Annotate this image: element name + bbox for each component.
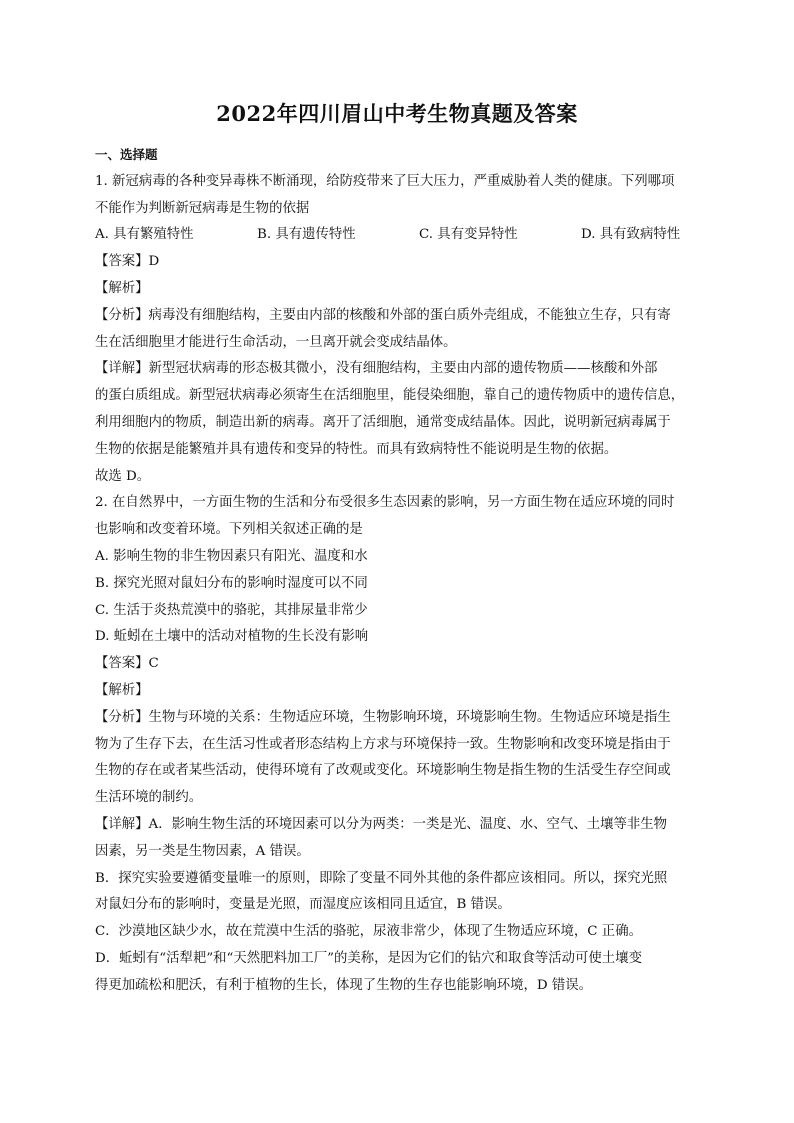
option-d: D. 具有致病特性 [581, 227, 681, 243]
detail-line: 的蛋白质组成。新型冠状病毒必须寄生在活细胞里，能侵染细胞，靠自己的遗传物质中的遗传信息， [95, 388, 685, 404]
option-b: B. 具有遗传特性 [257, 227, 356, 243]
detail-line: B．探究实验要遵循变量唯一的原则，即除了变量不同外其他的条件都应该相同。所以，探究光照 [95, 870, 668, 886]
answer-line: 【答案】C [95, 656, 159, 672]
document-body [95, 142, 705, 1000]
detail-line: 对鼠妇分布的影响时，变量是光照，而湿度应该相同且适宜，B 错误。 [95, 897, 511, 913]
conclusion-line: 故选 D。 [95, 468, 151, 484]
option-c: C. 生活于炎热荒漠中的骆驼，其排尿量非常少 [95, 602, 368, 618]
question-2 [95, 490, 705, 999]
detail-line: C．沙漠地区缺少水，故在荒漠中生活的骆驼，尿液非常少，体现了生物适应环境，C 正确。 [95, 924, 642, 940]
analysis-heading: 【解析】 [95, 682, 149, 698]
detail-line: D．蚯蚓有“活犁耙”和“天然肥料加工厂”的美称，是因为它们的钻穴和取食等活动可使土壤变 [95, 950, 642, 966]
analysis-heading: 【解析】 [95, 280, 149, 296]
option-a: A. 具有繁殖特性 [95, 227, 194, 243]
section-heading: 一、选择题 [95, 147, 158, 162]
option-b: B. 探究光照对鼠妇分布的影响时湿度可以不同 [95, 575, 368, 591]
document-title: 2022年四川眉山中考生物真题及答案 [216, 101, 578, 126]
detail-line: 利用细胞内的物质，制造出新的病毒。离开了活细胞，通常变成结晶体。因此，说明新冠病毒属于 [95, 414, 671, 430]
detail-line: 因素，另一类是生物因素，A 错误。 [95, 843, 310, 859]
question-stem-line: 也影响和改变着环境。下列相关叙述正确的是 [95, 522, 363, 538]
detail-line: 【详解】A．影响生物生活的环境因素可以分为两类：一类是光、温度、水、空气、土壤等非生物 [95, 816, 668, 832]
detail-line: 得更加疏松和肥沃，有利于植物的生长，体现了生物的生存也能影响环境，D 错误。 [95, 977, 593, 993]
analysis-line: 生在活细胞里才能进行生命活动，一旦离开就会变成结晶体。 [95, 334, 457, 350]
option-c: C. 具有变异特性 [419, 227, 518, 243]
analysis-line: 生活环境的制约。 [95, 790, 203, 806]
question-options [95, 222, 705, 249]
question-stem-line: 不能作为判断新冠病毒是生物的依据 [95, 200, 310, 216]
question-stem-line: 1. 新冠病毒的各种变异毒株不断涌现，给防疫带来了巨大压力，严重威胁着人类的健康。下列哪项 [95, 173, 675, 189]
answer-line: 【答案】D [95, 254, 160, 270]
analysis-line: 物为了生存下去，在生活习性或者形态结构上方求与环境保持一致。生物影响和改变环境是指由于 [95, 736, 671, 752]
analysis-line: 【分析】生物与环境的关系：生物适应环境，生物影响环境，环境影响生物。生物适应环境是指生 [95, 709, 671, 725]
detail-line: 【详解】新型冠状病毒的形态极其微小，没有细胞结构，主要由内部的遗传物质——核酸和外部 [95, 361, 658, 377]
question-1 [95, 169, 705, 491]
option-d: D. 蚯蚓在土壤中的活动对植物的生长没有影响 [95, 629, 369, 645]
analysis-line: 生物的存在或者某些活动，使得环境有了改观或变化。环境影响生物是指生物的生活受生存空间或 [95, 763, 671, 779]
detail-line: 生物的依据是能繁殖并具有遗传和变异的特性。而具有致病特性不能说明是生物的依据。 [95, 441, 618, 457]
option-a: A. 影响生物的非生物因素只有阳光、温度和水 [95, 548, 368, 564]
analysis-line: 【分析】病毒没有细胞结构，主要由内部的核酸和外部的蛋白质外壳组成，不能独立生存，只有寄 [95, 307, 671, 323]
question-stem-line: 2. 在自然界中，一方面生物的生活和分布受很多生态因素的影响，另一方面生物在适应环境的同时 [95, 495, 675, 511]
